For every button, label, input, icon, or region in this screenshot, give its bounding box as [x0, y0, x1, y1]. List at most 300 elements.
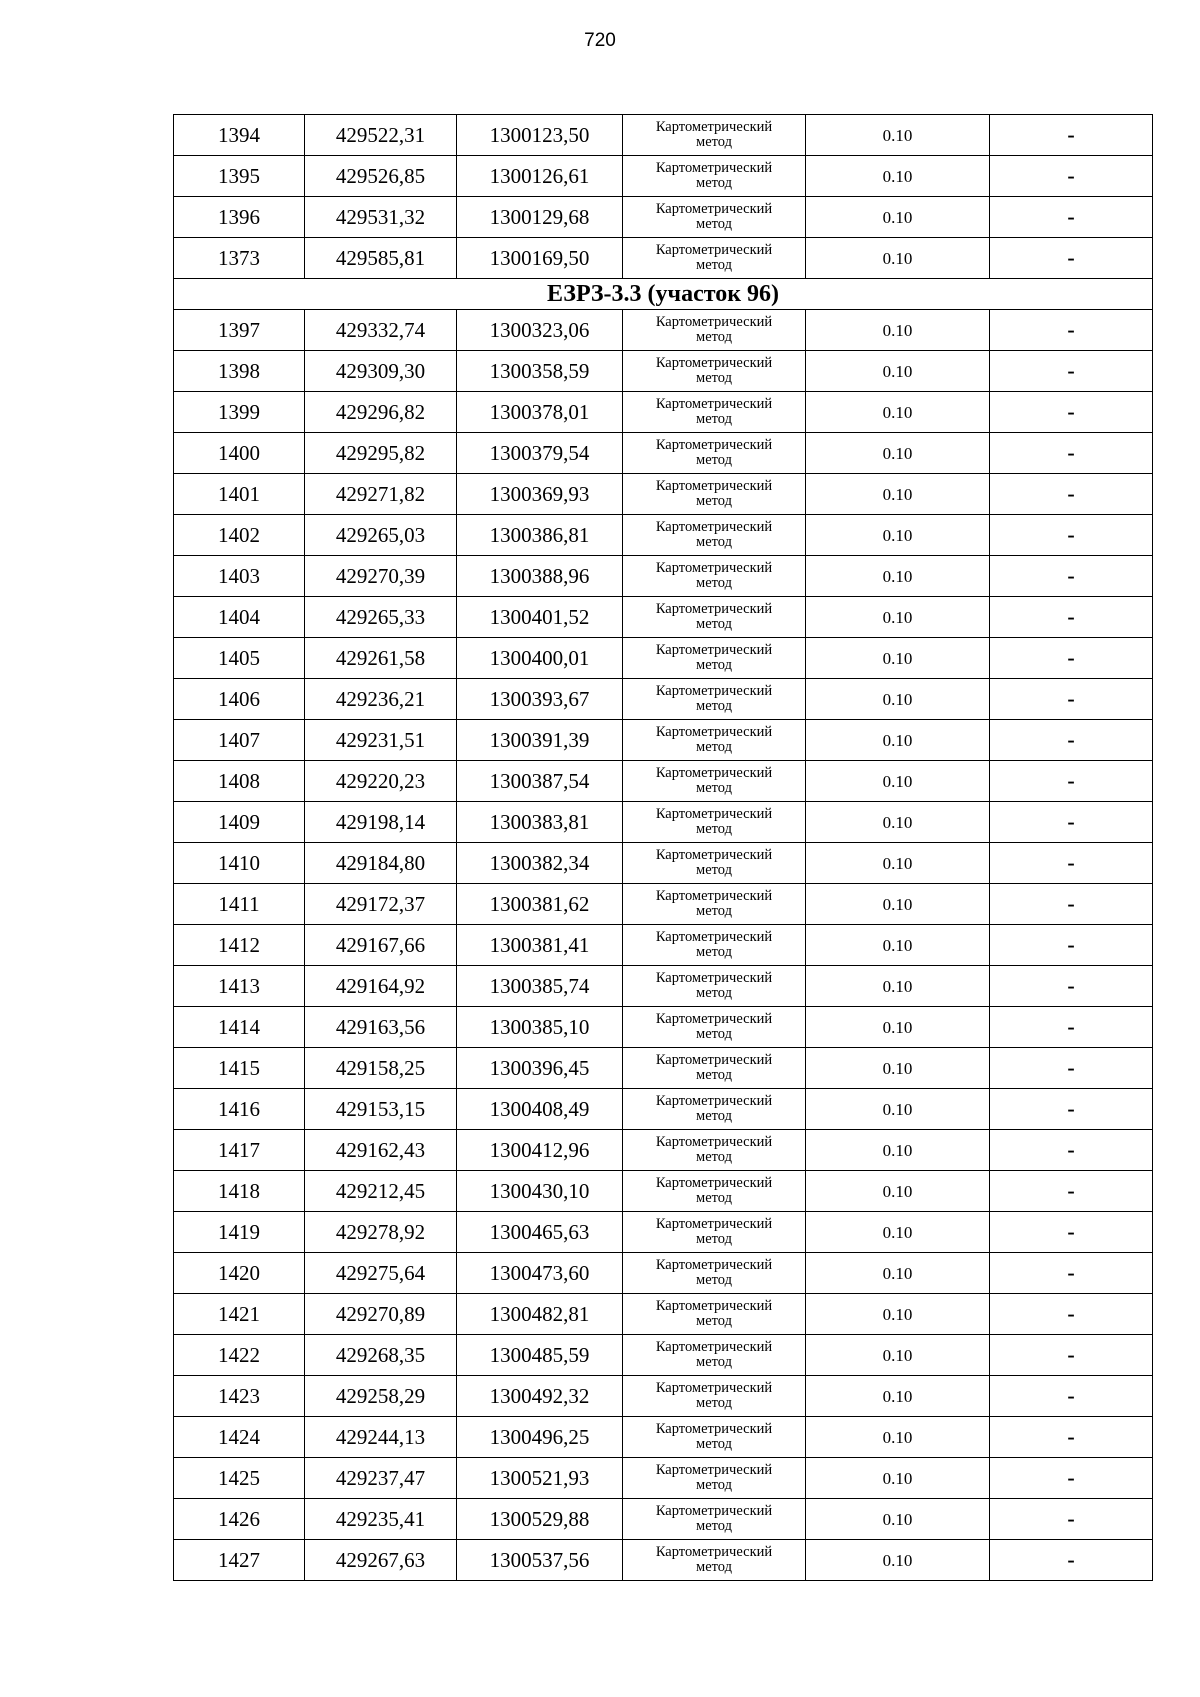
point-number-cell: 1408 [174, 761, 305, 802]
point-number-cell: 1425 [174, 1458, 305, 1499]
note-cell: - [990, 1089, 1153, 1130]
method-line-1: Картометрический [655, 1133, 773, 1150]
accuracy-cell: 0.10 [806, 392, 990, 433]
point-number-cell: 1409 [174, 802, 305, 843]
method-cell [623, 1048, 806, 1089]
method-line-1: Картометрический [655, 1051, 773, 1068]
x-coordinate-cell: 429236,21 [305, 679, 457, 720]
y-coordinate-cell: 1300129,68 [457, 197, 623, 238]
accuracy-cell: 0.10 [806, 638, 990, 679]
y-coordinate-cell: 1300385,10 [457, 1007, 623, 1048]
accuracy-cell: 0.10 [806, 1335, 990, 1376]
point-number-cell: 1422 [174, 1335, 305, 1376]
y-coordinate-cell: 1300396,45 [457, 1048, 623, 1089]
method-line-1: Картометрический [655, 1420, 773, 1437]
note-cell: - [990, 1171, 1153, 1212]
method-cell [623, 474, 806, 515]
table-row [174, 310, 1153, 351]
table-row [174, 197, 1153, 238]
method-line-2: метод [696, 1436, 732, 1452]
x-coordinate-cell: 429265,33 [305, 597, 457, 638]
method-cell [623, 1294, 806, 1335]
x-coordinate-cell: 429172,37 [305, 884, 457, 925]
accuracy-cell: 0.10 [806, 1540, 990, 1581]
point-number-cell: 1402 [174, 515, 305, 556]
table-row [174, 843, 1153, 884]
point-number-cell: 1400 [174, 433, 305, 474]
x-coordinate-cell: 429220,23 [305, 761, 457, 802]
method-line-2: метод [696, 903, 732, 919]
y-coordinate-cell: 1300379,54 [457, 433, 623, 474]
point-number-cell: 1404 [174, 597, 305, 638]
x-coordinate-cell: 429332,74 [305, 310, 457, 351]
x-coordinate-cell: 429244,13 [305, 1417, 457, 1458]
method-cell [623, 310, 806, 351]
point-number-cell: 1394 [174, 115, 305, 156]
y-coordinate-cell: 1300388,96 [457, 556, 623, 597]
point-number-cell: 1395 [174, 156, 305, 197]
method-cell [623, 884, 806, 925]
table-row [174, 556, 1153, 597]
x-coordinate-cell: 429212,45 [305, 1171, 457, 1212]
method-line-1: Картометрический [655, 477, 773, 494]
x-coordinate-cell: 429231,51 [305, 720, 457, 761]
table-row [174, 1171, 1153, 1212]
y-coordinate-cell: 1300400,01 [457, 638, 623, 679]
method-cell [623, 1376, 806, 1417]
note-cell: - [990, 351, 1153, 392]
table-row [174, 802, 1153, 843]
method-cell [623, 156, 806, 197]
section-title: ЕЗРЗ-3.3 (участок 96) [174, 279, 1153, 310]
x-coordinate-cell: 429158,25 [305, 1048, 457, 1089]
accuracy-cell: 0.10 [806, 1212, 990, 1253]
point-number-cell: 1410 [174, 843, 305, 884]
table-row [174, 1048, 1153, 1089]
note-cell: - [990, 1540, 1153, 1581]
method-line-2: метод [696, 1149, 732, 1165]
method-line-1: Картометрический [655, 118, 773, 135]
table-row [174, 1007, 1153, 1048]
x-coordinate-cell: 429309,30 [305, 351, 457, 392]
y-coordinate-cell: 1300369,93 [457, 474, 623, 515]
y-coordinate-cell: 1300391,39 [457, 720, 623, 761]
method-line-1: Картометрический [655, 1174, 773, 1191]
x-coordinate-cell: 429258,29 [305, 1376, 457, 1417]
method-line-1: Картометрический [655, 1010, 773, 1027]
point-number-cell: 1397 [174, 310, 305, 351]
accuracy-cell: 0.10 [806, 966, 990, 1007]
accuracy-cell: 0.10 [806, 310, 990, 351]
accuracy-cell: 0.10 [806, 197, 990, 238]
method-line-2: метод [696, 411, 732, 427]
note-cell: - [990, 115, 1153, 156]
method-line-2: метод [696, 1026, 732, 1042]
point-number-cell: 1420 [174, 1253, 305, 1294]
y-coordinate-cell: 1300385,74 [457, 966, 623, 1007]
x-coordinate-cell: 429164,92 [305, 966, 457, 1007]
method-line-1: Картометрический [655, 1502, 773, 1519]
table-row [174, 1253, 1153, 1294]
x-coordinate-cell: 429153,15 [305, 1089, 457, 1130]
method-line-2: метод [696, 1559, 732, 1575]
x-coordinate-cell: 429261,58 [305, 638, 457, 679]
table-row [174, 392, 1153, 433]
table-row [174, 966, 1153, 1007]
table-row [174, 1130, 1153, 1171]
method-line-1: Картометрический [655, 1461, 773, 1478]
y-coordinate-cell: 1300496,25 [457, 1417, 623, 1458]
method-cell [623, 966, 806, 1007]
method-line-2: метод [696, 534, 732, 550]
note-cell: - [990, 1458, 1153, 1499]
y-coordinate-cell: 1300378,01 [457, 392, 623, 433]
accuracy-cell: 0.10 [806, 925, 990, 966]
accuracy-cell: 0.10 [806, 1294, 990, 1335]
accuracy-cell: 0.10 [806, 1458, 990, 1499]
note-cell: - [990, 392, 1153, 433]
x-coordinate-cell: 429163,56 [305, 1007, 457, 1048]
method-line-1: Картометрический [655, 1092, 773, 1109]
coordinates-table [173, 114, 1153, 1581]
x-coordinate-cell: 429198,14 [305, 802, 457, 843]
note-cell: - [990, 1130, 1153, 1171]
accuracy-cell: 0.10 [806, 843, 990, 884]
point-number-cell: 1398 [174, 351, 305, 392]
method-line-1: Картометрический [655, 928, 773, 945]
method-line-1: Картометрический [655, 159, 773, 176]
x-coordinate-cell: 429270,89 [305, 1294, 457, 1335]
y-coordinate-cell: 1300465,63 [457, 1212, 623, 1253]
method-line-2: метод [696, 657, 732, 673]
method-line-1: Картометрический [655, 764, 773, 781]
x-coordinate-cell: 429162,43 [305, 1130, 457, 1171]
method-line-1: Картометрический [655, 313, 773, 330]
method-line-2: метод [696, 1067, 732, 1083]
point-number-cell: 1401 [174, 474, 305, 515]
y-coordinate-cell: 1300382,34 [457, 843, 623, 884]
method-line-1: Картометрический [655, 1379, 773, 1396]
point-number-cell: 1405 [174, 638, 305, 679]
y-coordinate-cell: 1300387,54 [457, 761, 623, 802]
point-number-cell: 1373 [174, 238, 305, 279]
method-line-2: метод [696, 1108, 732, 1124]
accuracy-cell: 0.10 [806, 679, 990, 720]
method-line-1: Картометрический [655, 641, 773, 658]
point-number-cell: 1426 [174, 1499, 305, 1540]
method-cell [623, 115, 806, 156]
note-cell: - [990, 966, 1153, 1007]
x-coordinate-cell: 429267,63 [305, 1540, 457, 1581]
method-line-2: метод [696, 780, 732, 796]
note-cell: - [990, 310, 1153, 351]
table-row [174, 1376, 1153, 1417]
table-row [174, 1294, 1153, 1335]
y-coordinate-cell: 1300126,61 [457, 156, 623, 197]
point-number-cell: 1417 [174, 1130, 305, 1171]
method-cell [623, 1130, 806, 1171]
x-coordinate-cell: 429271,82 [305, 474, 457, 515]
x-coordinate-cell: 429296,82 [305, 392, 457, 433]
table-row [174, 679, 1153, 720]
y-coordinate-cell: 1300123,50 [457, 115, 623, 156]
note-cell: - [990, 1212, 1153, 1253]
method-line-2: метод [696, 698, 732, 714]
method-cell [623, 1007, 806, 1048]
y-coordinate-cell: 1300485,59 [457, 1335, 623, 1376]
table-row [174, 433, 1153, 474]
note-cell: - [990, 1376, 1153, 1417]
accuracy-cell: 0.10 [806, 238, 990, 279]
x-coordinate-cell: 429268,35 [305, 1335, 457, 1376]
table-row [174, 1458, 1153, 1499]
method-line-2: метод [696, 616, 732, 632]
method-line-1: Картометрический [655, 682, 773, 699]
accuracy-cell: 0.10 [806, 515, 990, 556]
method-line-2: метод [696, 1272, 732, 1288]
table-row [174, 597, 1153, 638]
table-row [174, 115, 1153, 156]
table-row [174, 925, 1153, 966]
note-cell: - [990, 597, 1153, 638]
x-coordinate-cell: 429237,47 [305, 1458, 457, 1499]
table-row [174, 1417, 1153, 1458]
method-line-2: метод [696, 329, 732, 345]
y-coordinate-cell: 1300408,49 [457, 1089, 623, 1130]
method-line-2: метод [696, 985, 732, 1001]
note-cell: - [990, 679, 1153, 720]
section-header-group [174, 279, 1153, 310]
method-line-1: Картометрический [655, 559, 773, 576]
method-line-2: метод [696, 1518, 732, 1534]
point-number-cell: 1407 [174, 720, 305, 761]
y-coordinate-cell: 1300430,10 [457, 1171, 623, 1212]
method-line-2: метод [696, 1477, 732, 1493]
point-number-cell: 1415 [174, 1048, 305, 1089]
note-cell: - [990, 433, 1153, 474]
method-cell [623, 1540, 806, 1581]
point-number-cell: 1413 [174, 966, 305, 1007]
point-number-cell: 1411 [174, 884, 305, 925]
method-cell [623, 720, 806, 761]
accuracy-cell: 0.10 [806, 802, 990, 843]
note-cell: - [990, 1294, 1153, 1335]
table-row [174, 238, 1153, 279]
method-cell [623, 351, 806, 392]
note-cell: - [990, 556, 1153, 597]
accuracy-cell: 0.10 [806, 1130, 990, 1171]
point-number-cell: 1399 [174, 392, 305, 433]
method-line-1: Картометрический [655, 200, 773, 217]
method-line-2: метод [696, 1313, 732, 1329]
accuracy-cell: 0.10 [806, 156, 990, 197]
method-cell [623, 556, 806, 597]
x-coordinate-cell: 429167,66 [305, 925, 457, 966]
method-cell [623, 433, 806, 474]
method-cell [623, 679, 806, 720]
note-cell: - [990, 638, 1153, 679]
method-line-1: Картометрический [655, 1256, 773, 1273]
table-row [174, 1335, 1153, 1376]
accuracy-cell: 0.10 [806, 1499, 990, 1540]
y-coordinate-cell: 1300482,81 [457, 1294, 623, 1335]
point-number-cell: 1423 [174, 1376, 305, 1417]
method-line-2: метод [696, 257, 732, 273]
y-coordinate-cell: 1300383,81 [457, 802, 623, 843]
table-row [174, 1089, 1153, 1130]
y-coordinate-cell: 1300401,52 [457, 597, 623, 638]
accuracy-cell: 0.10 [806, 474, 990, 515]
method-line-1: Картометрический [655, 241, 773, 258]
method-cell [623, 1499, 806, 1540]
method-line-1: Картометрический [655, 1215, 773, 1232]
table-row [174, 638, 1153, 679]
y-coordinate-cell: 1300492,32 [457, 1376, 623, 1417]
method-cell [623, 197, 806, 238]
x-coordinate-cell: 429295,82 [305, 433, 457, 474]
method-cell [623, 392, 806, 433]
method-line-2: метод [696, 134, 732, 150]
note-cell: - [990, 884, 1153, 925]
method-line-1: Картометрический [655, 436, 773, 453]
note-cell: - [990, 1335, 1153, 1376]
x-coordinate-cell: 429275,64 [305, 1253, 457, 1294]
x-coordinate-cell: 429585,81 [305, 238, 457, 279]
y-coordinate-cell: 1300323,06 [457, 310, 623, 351]
note-cell: - [990, 761, 1153, 802]
method-line-1: Картометрический [655, 723, 773, 740]
table-row [174, 474, 1153, 515]
method-cell [623, 1253, 806, 1294]
accuracy-cell: 0.10 [806, 1417, 990, 1458]
method-line-1: Картометрический [655, 1338, 773, 1355]
method-line-2: метод [696, 575, 732, 591]
accuracy-cell: 0.10 [806, 115, 990, 156]
note-cell: - [990, 843, 1153, 884]
note-cell: - [990, 1499, 1153, 1540]
x-coordinate-cell: 429235,41 [305, 1499, 457, 1540]
method-line-1: Картометрический [655, 805, 773, 822]
method-cell [623, 238, 806, 279]
method-line-1: Картометрический [655, 969, 773, 986]
method-line-2: метод [696, 1354, 732, 1370]
method-cell [623, 1089, 806, 1130]
point-number-cell: 1427 [174, 1540, 305, 1581]
accuracy-cell: 0.10 [806, 884, 990, 925]
method-line-2: метод [696, 1395, 732, 1411]
y-coordinate-cell: 1300386,81 [457, 515, 623, 556]
y-coordinate-cell: 1300473,60 [457, 1253, 623, 1294]
method-line-2: метод [696, 1231, 732, 1247]
note-cell: - [990, 238, 1153, 279]
method-line-2: метод [696, 944, 732, 960]
accuracy-cell: 0.10 [806, 761, 990, 802]
method-cell [623, 761, 806, 802]
method-line-1: Картометрический [655, 846, 773, 863]
method-line-2: метод [696, 175, 732, 191]
accuracy-cell: 0.10 [806, 351, 990, 392]
note-cell: - [990, 515, 1153, 556]
y-coordinate-cell: 1300412,96 [457, 1130, 623, 1171]
y-coordinate-cell: 1300521,93 [457, 1458, 623, 1499]
method-line-2: метод [696, 370, 732, 386]
accuracy-cell: 0.10 [806, 1253, 990, 1294]
method-cell [623, 925, 806, 966]
page-number: 720 [584, 30, 616, 51]
table-row [174, 515, 1153, 556]
method-cell [623, 1171, 806, 1212]
accuracy-cell: 0.10 [806, 720, 990, 761]
point-number-cell: 1412 [174, 925, 305, 966]
table-body-after [174, 310, 1153, 1581]
accuracy-cell: 0.10 [806, 1048, 990, 1089]
table-row [174, 761, 1153, 802]
x-coordinate-cell: 429526,85 [305, 156, 457, 197]
table-row [174, 351, 1153, 392]
point-number-cell: 1416 [174, 1089, 305, 1130]
method-line-2: метод [696, 493, 732, 509]
note-cell: - [990, 1007, 1153, 1048]
note-cell: - [990, 802, 1153, 843]
accuracy-cell: 0.10 [806, 597, 990, 638]
method-line-2: метод [696, 1190, 732, 1206]
point-number-cell: 1421 [174, 1294, 305, 1335]
y-coordinate-cell: 1300381,62 [457, 884, 623, 925]
note-cell: - [990, 720, 1153, 761]
table-row [174, 720, 1153, 761]
method-line-1: Картометрический [655, 518, 773, 535]
method-line-2: метод [696, 452, 732, 468]
method-line-2: метод [696, 739, 732, 755]
accuracy-cell: 0.10 [806, 1376, 990, 1417]
y-coordinate-cell: 1300529,88 [457, 1499, 623, 1540]
x-coordinate-cell: 429265,03 [305, 515, 457, 556]
table-row [174, 884, 1153, 925]
note-cell: - [990, 197, 1153, 238]
point-number-cell: 1414 [174, 1007, 305, 1048]
method-line-2: метод [696, 862, 732, 878]
method-line-1: Картометрический [655, 1543, 773, 1560]
method-cell [623, 1458, 806, 1499]
point-number-cell: 1419 [174, 1212, 305, 1253]
point-number-cell: 1424 [174, 1417, 305, 1458]
accuracy-cell: 0.10 [806, 1089, 990, 1130]
point-number-cell: 1406 [174, 679, 305, 720]
table-row [174, 1540, 1153, 1581]
y-coordinate-cell: 1300381,41 [457, 925, 623, 966]
note-cell: - [990, 156, 1153, 197]
method-cell [623, 1417, 806, 1458]
method-cell [623, 638, 806, 679]
table-row [174, 1499, 1153, 1540]
section-header-row [174, 279, 1153, 310]
table-body-before [174, 115, 1153, 279]
table-row [174, 156, 1153, 197]
method-cell [623, 515, 806, 556]
method-line-1: Картометрический [655, 887, 773, 904]
x-coordinate-cell: 429184,80 [305, 843, 457, 884]
point-number-cell: 1403 [174, 556, 305, 597]
note-cell: - [990, 1417, 1153, 1458]
y-coordinate-cell: 1300169,50 [457, 238, 623, 279]
accuracy-cell: 0.10 [806, 1171, 990, 1212]
method-line-2: метод [696, 821, 732, 837]
method-cell [623, 597, 806, 638]
x-coordinate-cell: 429522,31 [305, 115, 457, 156]
method-cell [623, 802, 806, 843]
x-coordinate-cell: 429270,39 [305, 556, 457, 597]
method-line-1: Картометрический [655, 395, 773, 412]
